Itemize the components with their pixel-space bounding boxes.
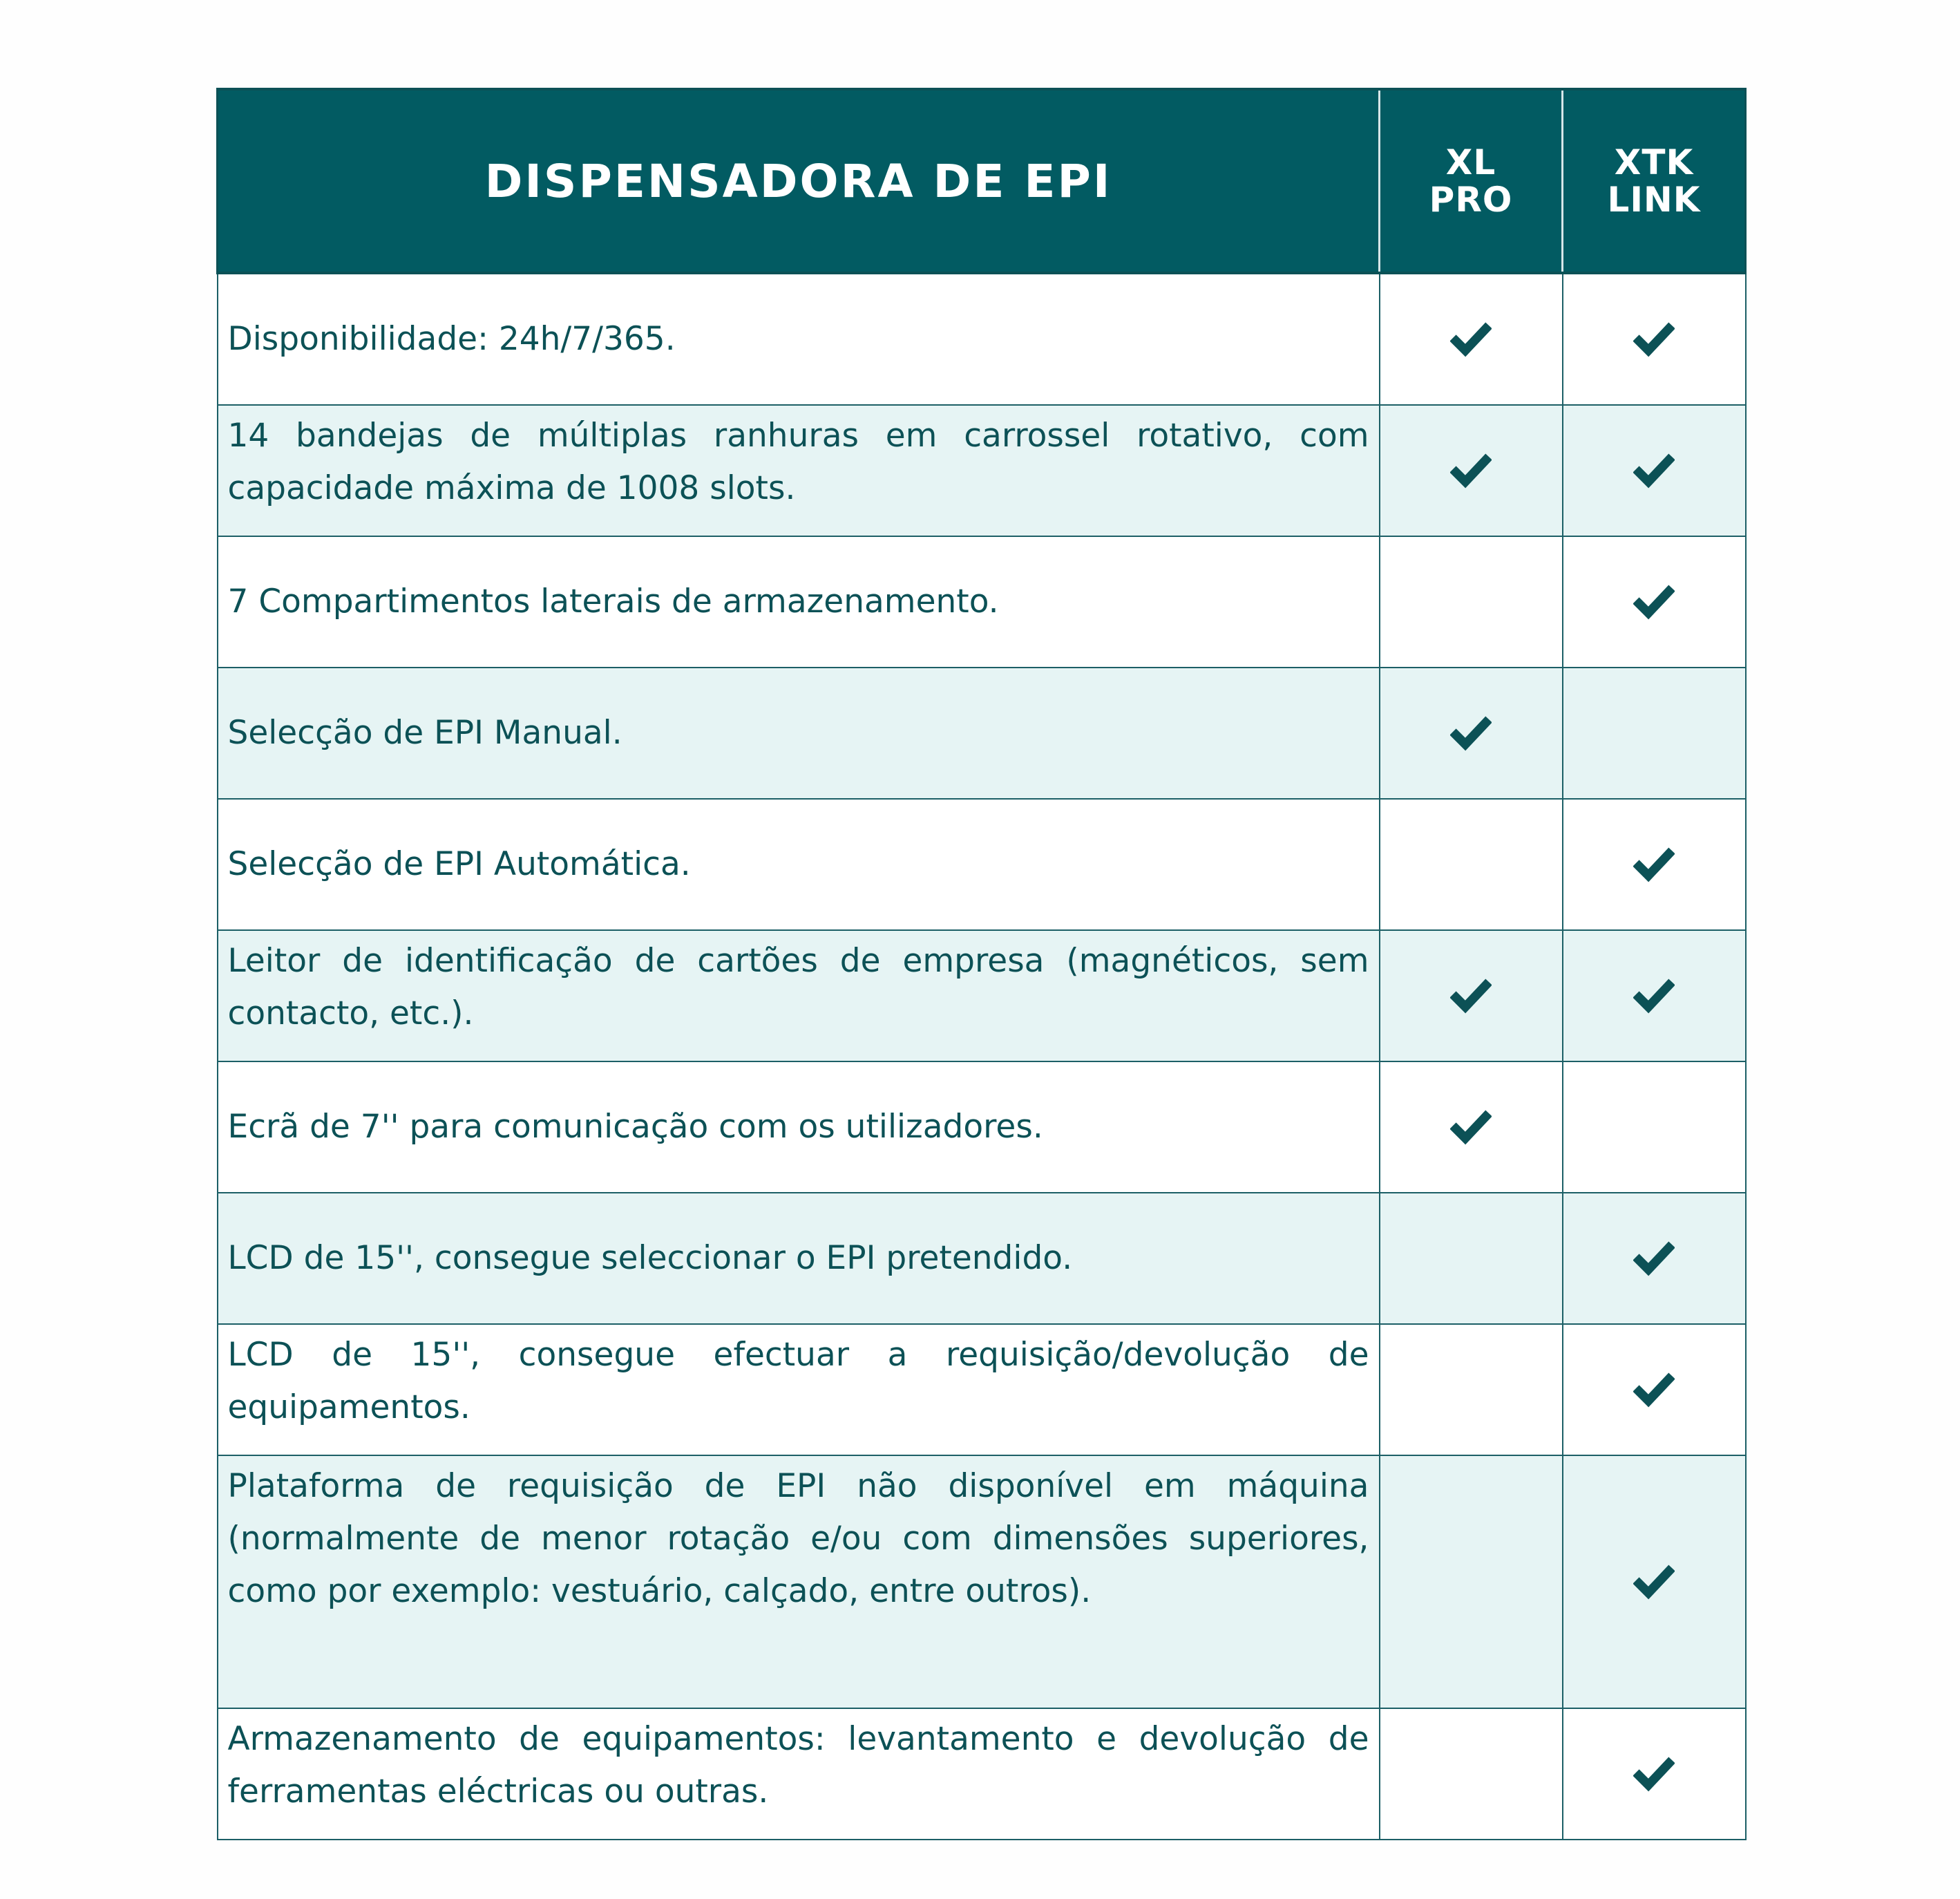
check-icon: [1450, 317, 1492, 359]
table-row: [218, 668, 1746, 799]
xl-pro-cell: [1380, 1061, 1563, 1193]
feature-cell: [218, 536, 1380, 668]
check-icon: [1633, 1236, 1675, 1278]
xl-pro-cell: [1380, 1324, 1563, 1455]
check-icon: [1633, 448, 1675, 490]
feature-cell: [218, 799, 1380, 930]
table-body: [218, 273, 1746, 1840]
xtk-link-cell: [1563, 1193, 1746, 1324]
table-row: [218, 1061, 1746, 1193]
table-title: DISPENSADORA DE EPI: [218, 89, 1380, 273]
comparison-table: [216, 88, 1747, 1840]
xl-pro-cell: [1380, 1193, 1563, 1324]
feature-text: 14 bandejas de múltiplas ranhuras em carrossel rotativo, com capacidade máxima de 1008 slots.: [227, 417, 1369, 507]
xtk-link-cell: [1563, 273, 1746, 405]
comparison-sheet: [216, 88, 1744, 1840]
feature-cell: [218, 405, 1380, 536]
model-name-line: XL: [1445, 142, 1496, 182]
check-icon: [1633, 580, 1675, 621]
feature-text: Ecrã de 7'' para comunicação com os utilizadores.: [227, 1108, 1043, 1146]
table-header-row: [218, 89, 1746, 273]
check-icon: [1633, 842, 1675, 884]
check-icon: [1450, 974, 1492, 1015]
feature-cell: [218, 1324, 1380, 1455]
xl-pro-cell: [1380, 273, 1563, 405]
feature-text: LCD de 15'', consegue seleccionar o EPI pretendido.: [227, 1239, 1073, 1277]
table-row: [218, 1324, 1746, 1455]
feature-cell: [218, 930, 1380, 1061]
xtk-link-cell: [1563, 799, 1746, 930]
xl-pro-cell: [1380, 799, 1563, 930]
table-row: [218, 1708, 1746, 1840]
table-row: [218, 273, 1746, 405]
feature-text: 7 Compartimentos laterais de armazenamento.: [227, 583, 999, 621]
xtk-link-cell: [1563, 668, 1746, 799]
xtk-link-cell: [1563, 1708, 1746, 1840]
table-row: [218, 405, 1746, 536]
check-icon: [1633, 1752, 1675, 1793]
feature-cell: [218, 1455, 1380, 1708]
xl-pro-cell: [1380, 405, 1563, 536]
feature-cell: [218, 273, 1380, 405]
check-icon: [1633, 974, 1675, 1015]
feature-cell: [218, 1708, 1380, 1840]
xl-pro-cell: [1380, 536, 1563, 668]
feature-text: LCD de 15'', consegue efectuar a requisição/devolução de equipamentos.: [227, 1336, 1369, 1426]
feature-text: Armazenamento de equipamentos: levantamento e devolução de ferramentas eléctricas ou outras.: [227, 1720, 1369, 1811]
feature-text: Disponibilidade: 24h/7/365.: [227, 320, 676, 358]
column-header-xl-pro: [1380, 89, 1563, 273]
check-icon: [1450, 1105, 1492, 1146]
column-header-xtk-link: [1563, 89, 1746, 273]
feature-text: Leitor de identificação de cartões de empresa (magnéticos, sem contacto, etc.).: [227, 942, 1369, 1032]
check-icon: [1450, 711, 1492, 753]
xtk-link-cell: [1563, 1455, 1746, 1708]
model-name-line: PRO: [1429, 180, 1513, 220]
check-icon: [1633, 1560, 1675, 1601]
feature-cell: [218, 1193, 1380, 1324]
feature-text: Selecção de EPI Automática.: [227, 845, 691, 883]
xtk-link-cell: [1563, 536, 1746, 668]
check-icon: [1633, 317, 1675, 359]
table-row: [218, 536, 1746, 668]
model-name-line: XTK: [1614, 142, 1694, 182]
feature-cell: [218, 1061, 1380, 1193]
table-row: [218, 1193, 1746, 1324]
xl-pro-cell: [1380, 668, 1563, 799]
check-icon: [1450, 448, 1492, 490]
xl-pro-cell: [1380, 1708, 1563, 1840]
xtk-link-cell: [1563, 930, 1746, 1061]
xtk-link-cell: [1563, 1061, 1746, 1193]
feature-text: Plataforma de requisição de EPI não disponível em máquina (normalmente de menor rotação e/ou com dimensões superiores, como por exemplo: vestuário, calçado, entre outros).: [227, 1467, 1369, 1610]
xl-pro-cell: [1380, 930, 1563, 1061]
model-name-line: LINK: [1607, 180, 1701, 220]
xtk-link-cell: [1563, 1324, 1746, 1455]
xtk-link-cell: [1563, 405, 1746, 536]
feature-cell: [218, 668, 1380, 799]
table-row: [218, 799, 1746, 930]
table-row: [218, 930, 1746, 1061]
check-icon: [1633, 1368, 1675, 1409]
feature-text: Selecção de EPI Manual.: [227, 714, 622, 752]
table-row: [218, 1455, 1746, 1708]
xl-pro-cell: [1380, 1455, 1563, 1708]
